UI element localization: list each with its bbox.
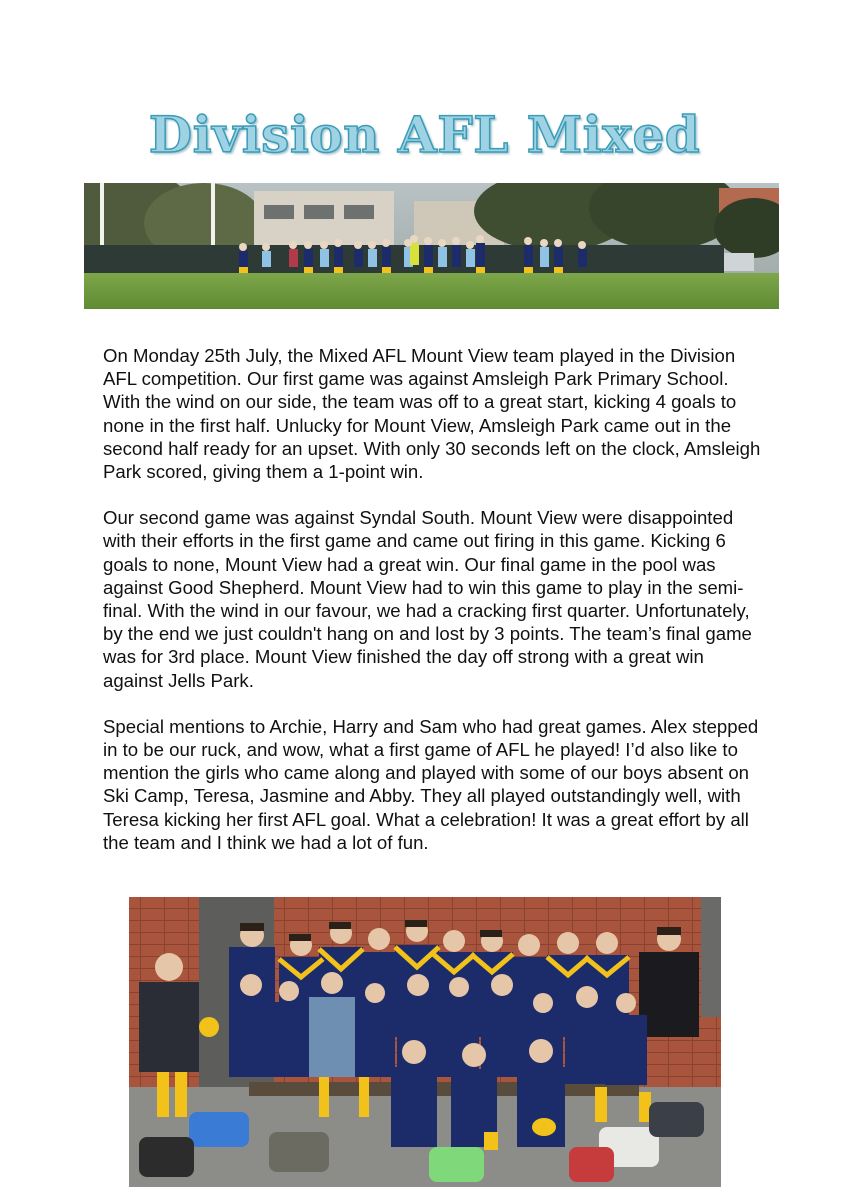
match-photo-illustration xyxy=(84,183,779,309)
page-title: Division AFL Mixed xyxy=(148,105,701,164)
article-paragraph: On Monday 25th July, the Mixed AFL Mount View team played in the Division AFL competition. Our first game was against Amsleigh Park Primary School. With the wind on our side, the team was off to a great start, kicking 4 goals to none in the first half. Unlucky for Mount View, Amsleigh Park came out in the second half ready for an upset. With only 30 seconds left on the clock, Amsleigh Park scored, giving them a 1-point win. xyxy=(103,345,761,483)
article-body xyxy=(103,344,763,877)
team-photo-illustration xyxy=(129,897,721,1187)
article-paragraph: Our second game was against Syndal South. Mount View were disappointed with their efforts in the first game and came out firing in this game. Kicking 6 goals to none, Mount View had a great win. Our final game in the pool was against Good Shepherd. Mount View had to win this game to play in the semi-final. With the wind in our favour, we had a cracking first quarter. Unfortunately, by the end we just couldn't hang on and lost by 3 points. The team’s final game was for 3rd place. Mount View finished the day off strong with a great win against Jells Park. xyxy=(103,507,752,691)
team-photo xyxy=(129,897,721,1187)
article-paragraph: Special mentions to Archie, Harry and Sam who had great games. Alex stepped in to be our ruck, and wow, what a first game of AFL he played! I’d also like to mention the girls who came along and played with some of our boys absent on Ski Camp, Teresa, Jasmine and Abby. They all played outstandingly well, with Teresa kicking her first AFL goal. What a celebration! It was a great effort by all the team and I think we had a lot of fun. xyxy=(103,715,759,853)
match-photo xyxy=(84,183,779,309)
